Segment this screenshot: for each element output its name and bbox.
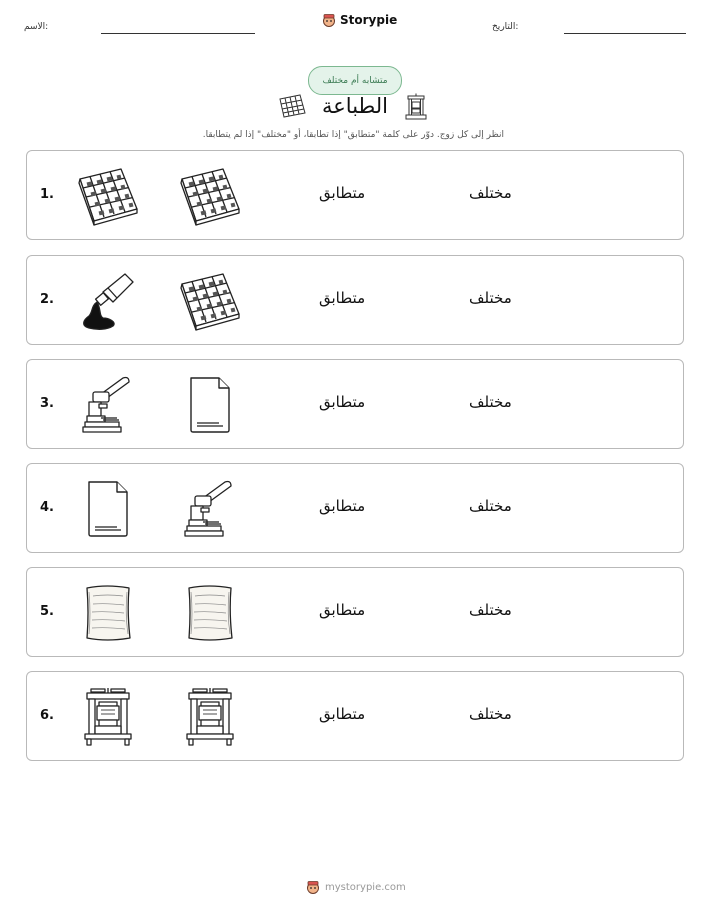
printing-press-icon [405,93,427,121]
worksheet-type-badge: متشابه أم مختلف [308,66,402,95]
same-option[interactable]: متطابق [319,497,366,515]
page-title: الطباعة [322,94,388,118]
stamp-press-icon [77,374,139,436]
paper-stack-icon [179,582,241,644]
type-tray-icon [179,165,241,227]
storypie-mascot-icon [306,880,320,894]
instructions: انظر إلى كل زوج. دوّر على كلمة "متطابق" إذا تطابقا، أو "مختلف" إذا لم يتطابقا. [202,130,504,140]
paper-stack-icon [77,582,139,644]
row-card [26,359,684,449]
printing-press-icon [179,686,241,748]
row-number: 1. [40,187,54,202]
brand-logo [322,13,397,27]
row-number: 3. [40,396,54,411]
row-number: 4. [40,500,54,515]
paper-sheet-icon [77,478,139,540]
stamp-press-icon [179,478,241,540]
same-option[interactable]: متطابق [319,601,366,619]
date-line[interactable] [564,33,686,34]
name-line[interactable] [101,33,255,34]
row-card [26,150,684,240]
row-card [26,255,684,345]
row-number: 5. [40,604,54,619]
same-option[interactable]: متطابق [319,184,366,202]
title-row [0,92,709,122]
row-card [26,567,684,657]
row-number: 6. [40,708,54,723]
type-tray-icon [77,165,139,227]
type-tray-icon [179,270,241,332]
storypie-mascot-icon [322,13,336,27]
different-option[interactable]: مختلف [469,601,512,619]
different-option[interactable]: مختلف [469,393,512,411]
different-option[interactable]: مختلف [469,497,512,515]
same-option[interactable]: متطابق [319,393,366,411]
different-option[interactable]: مختلف [469,705,512,723]
date-label: التاريخ: [492,22,519,32]
brand-name: Storypie [340,13,398,27]
same-option[interactable]: متطابق [319,289,366,307]
same-option[interactable]: متطابق [319,705,366,723]
row-card [26,671,684,761]
footer [306,880,406,894]
type-tray-icon [278,93,306,119]
different-option[interactable]: مختلف [469,289,512,307]
footer-url[interactable]: mystorypie.com [325,881,406,893]
name-label: الاسم: [24,22,49,32]
row-card [26,463,684,553]
printing-press-icon [77,686,139,748]
ink-tube-icon [77,270,139,332]
different-option[interactable]: مختلف [469,184,512,202]
paper-sheet-icon [179,374,241,436]
row-number: 2. [40,292,54,307]
